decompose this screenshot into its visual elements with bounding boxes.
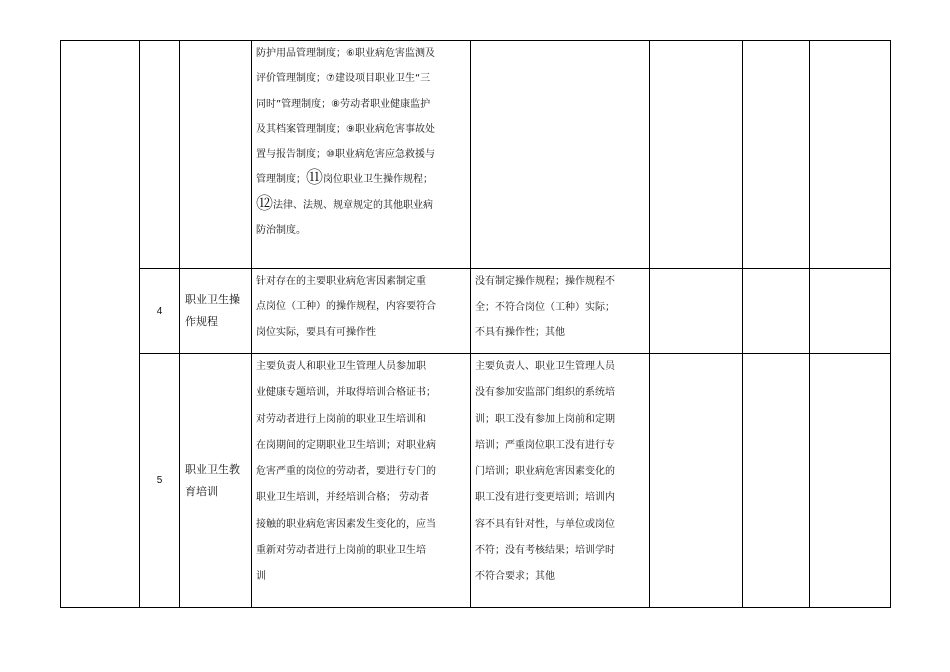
blank-cell: [743, 41, 810, 269]
category-cell: [61, 41, 140, 608]
blank-cell: [810, 269, 891, 354]
table-row-5: [61, 354, 891, 608]
blank-cell: [650, 354, 743, 608]
blank-cell: [743, 269, 810, 354]
circled-number-12: ⑫: [256, 193, 273, 214]
item-name: 职业卫生操 作规程: [180, 269, 252, 354]
blank-cell: [743, 354, 810, 608]
inspection-table: [60, 40, 891, 608]
content-cell: 防护用品管理制度；⑥职业病危害监测及 评价管理制度；⑦建设项目职业卫生“三 同时”管理制度；⑧劳动者职业健康监护 及其档案管理制度；⑨职业病危害事故处 置与报告制度；⑩职业病危害应急救援与 管理制度；⑪岗位职业卫生操作规程； ⑫法律、法规、规章规定的其他职业病 防治制度。: [252, 41, 471, 269]
table-row-continued: [61, 41, 891, 269]
item-name-cell: [180, 41, 252, 269]
circled-number-11: ⑪: [306, 168, 323, 189]
criteria-cell: [471, 41, 650, 269]
blank-cell: [810, 354, 891, 608]
content-cell: 主要负责人和职业卫生管理人员参加职 业健康专题培训，并取得培训合格证书； 对劳动者进行上岗前的职业卫生培训和 在岗期间的定期职业卫生培训；对职业病 危害严重的岗位的劳动者，要进行专门的 职业卫生培训，并经培训合格； 劳动者 接触的职业病危害因素发生变化的，应当 重新对劳动者进行上岗前的职业卫生培 训: [252, 354, 471, 608]
row-number: 5: [140, 354, 180, 608]
content-cell: 针对存在的主要职业病危害因素制定重 点岗位（工种）的操作规程，内容要符合 岗位实际，要具有可操作性: [252, 269, 471, 354]
table-row-4: [61, 269, 891, 354]
criteria-cell: 没有制定操作规程；操作规程不 全；不符合岗位（工种）实际； 不具有操作性；其他: [471, 269, 650, 354]
blank-cell: [650, 41, 743, 269]
blank-cell: [810, 41, 891, 269]
number-cell: [140, 41, 180, 269]
blank-cell: [650, 269, 743, 354]
item-name: 职业卫生教 育培训: [180, 354, 252, 608]
row-number: 4: [140, 269, 180, 354]
criteria-cell: 主要负责人、职业卫生管理人员 没有参加安监部门组织的系统培 训；职工没有参加上岗前和定期 培训；严重岗位职工没有进行专 门培训；职业病危害因素变化的 职工没有进行变更培训；培训内 容不具有针对性，与单位或岗位 不符；没有考核结果；培训学时 不符合要求；其他: [471, 354, 650, 608]
